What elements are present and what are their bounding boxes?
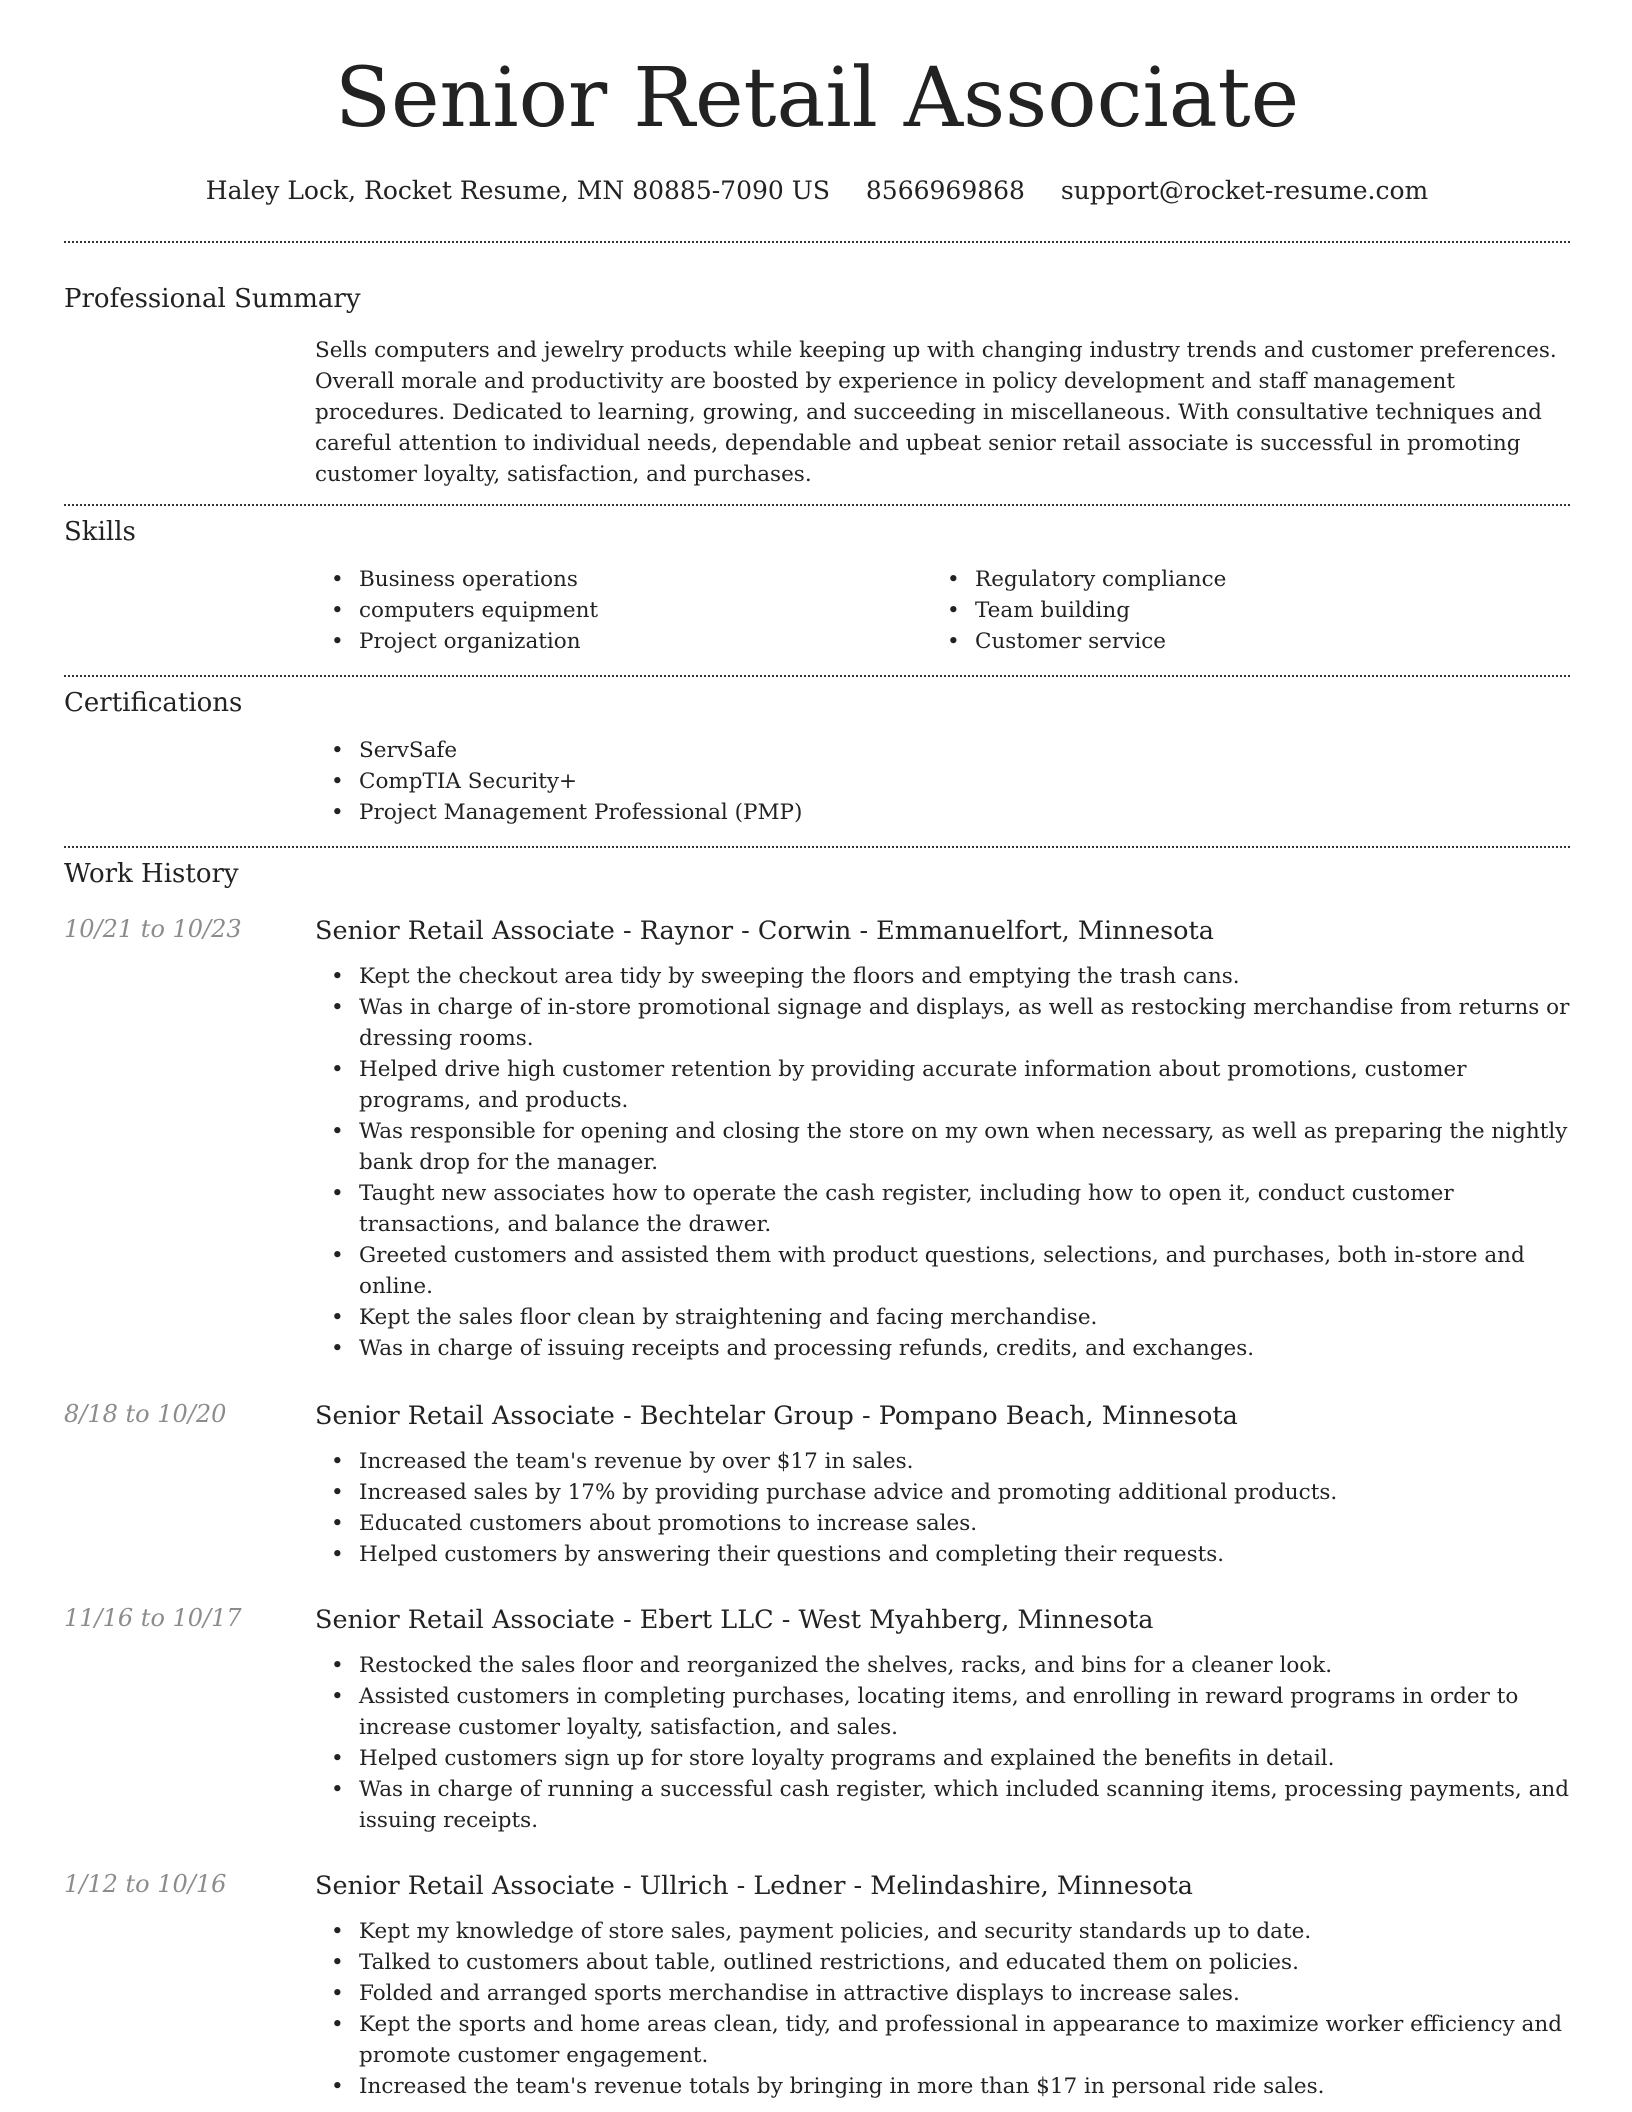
job-entry: [64, 1870, 1570, 2102]
job-title: Senior Retail Associate - Bechtelar Group - Pompano Beach, Minnesota: [315, 1401, 1238, 1431]
job-date: 8/18 to 10/20: [64, 1400, 227, 1428]
job-entry: [64, 915, 1570, 1364]
job-entry: [64, 1604, 1570, 1836]
job-bullet: • Kept my knowledge of store sales, payment policies, and security standards up to date.: [315, 1916, 1570, 1947]
job-bullet: • Taught new associates how to operate the cash register, including how to open it, conduct customer transactions, and balance the drawer.: [315, 1178, 1570, 1240]
divider: [64, 675, 1570, 677]
certifications-section: [64, 688, 1570, 828]
contact-line: [64, 176, 1570, 205]
job-bullets: [315, 1446, 1570, 1570]
resume-title: Senior Retail Associate: [334, 51, 1300, 146]
skill-item: • Project organization: [315, 626, 931, 657]
job-bullet: • Helped customers sign up for store loyalty programs and explained the benefits in detail.: [315, 1743, 1570, 1774]
job-bullet: • Restocked the sales floor and reorganized the shelves, racks, and bins for a cleaner look.: [315, 1650, 1570, 1681]
job-bullet: • Helped customers by answering their questions and completing their requests.: [315, 1539, 1570, 1570]
job-bullet: • Educated customers about promotions to increase sales.: [315, 1508, 1570, 1539]
job-bullet: • Was in charge of in-store promotional signage and displays, as well as restocking merchandise from returns or dressing rooms.: [315, 992, 1570, 1054]
skills-list: [315, 564, 1570, 657]
summary-text: Sells computers and jewelry products while keeping up with changing industry trends and customer preferences. Overall morale and productivity are boosted by experience in policy development and staff management procedures. Dedicated to learning, growing, and succeeding in miscellaneous. With consultative techniques and careful attention to individual needs, dependable and upbeat senior retail associate is successful in promoting customer loyalty, satisfaction, and purchases.: [315, 338, 1557, 487]
skill-item: • Regulatory compliance: [931, 564, 1547, 595]
certifications-heading: Certifications: [64, 688, 243, 718]
job-bullet: • Was responsible for opening and closing the store on my own when necessary, as well as preparing the nightly bank drop for the manager.: [315, 1116, 1570, 1178]
job-date: 10/21 to 10/23: [64, 915, 242, 943]
job-bullet: • Kept the checkout area tidy by sweeping the floors and emptying the trash cans.: [315, 961, 1570, 992]
skills-column-right: [931, 564, 1547, 657]
certification-item: • Project Management Professional (PMP): [315, 797, 1570, 828]
work-heading: Work History: [64, 859, 239, 889]
job-title: Senior Retail Associate - Ullrich - Ledner - Melindashire, Minnesota: [315, 1871, 1193, 1901]
job-title: Senior Retail Associate - Raynor - Corwin - Emmanuelfort, Minnesota: [315, 916, 1214, 946]
job-bullets: [315, 1916, 1570, 2102]
skills-section: [64, 517, 1570, 657]
work-section: [64, 859, 1570, 2102]
certification-item: • CompTIA Security+: [315, 766, 1570, 797]
job-bullet: • Folded and arranged sports merchandise in attractive displays to increase sales.: [315, 1978, 1570, 2009]
contact-phone: 8566969868: [865, 176, 1025, 205]
skill-item: • Team building: [931, 595, 1547, 626]
certification-item: • ServSafe: [315, 735, 1570, 766]
divider: [64, 241, 1570, 243]
job-bullet: • Greeted customers and assisted them with product questions, selections, and purchases, both in-store and online.: [315, 1240, 1570, 1302]
job-date: 11/16 to 10/17: [64, 1604, 242, 1632]
skills-heading: Skills: [64, 517, 136, 547]
job-bullet: • Assisted customers in completing purchases, locating items, and enrolling in reward programs in order to increase customer loyalty, satisfaction, and sales.: [315, 1681, 1570, 1743]
job-entry: [64, 1400, 1570, 1570]
job-bullet: • Increased sales by 17% by providing purchase advice and promoting additional products.: [315, 1477, 1570, 1508]
job-bullet: • Kept the sports and home areas clean, tidy, and professional in appearance to maximize worker efficiency and promote customer engagement.: [315, 2009, 1570, 2071]
job-bullet: • Kept the sales floor clean by straightening and facing merchandise.: [315, 1302, 1570, 1333]
job-bullet: • Was in charge of issuing receipts and processing refunds, credits, and exchanges.: [315, 1333, 1570, 1364]
contact-address: Haley Lock, Rocket Resume, MN 80885-7090 US: [205, 176, 830, 205]
job-bullet: • Increased the team's revenue totals by bringing in more than $17 in personal ride sales.: [315, 2071, 1570, 2102]
certifications-list: [315, 735, 1570, 828]
divider: [64, 504, 1570, 506]
resume-page: [64, 0, 1570, 2112]
skill-item: • Business operations: [315, 564, 931, 595]
job-bullet: • Helped drive high customer retention by providing accurate information about promotions, customer programs, and products.: [315, 1054, 1570, 1116]
skill-item: • computers equipment: [315, 595, 931, 626]
job-date: 1/12 to 10/16: [64, 1870, 227, 1898]
summary-section: [64, 284, 1570, 490]
skill-item: • Customer service: [931, 626, 1547, 657]
job-bullets: [315, 961, 1570, 1364]
skills-column-left: [315, 564, 931, 657]
job-bullets: [315, 1650, 1570, 1836]
job-bullet: • Was in charge of running a successful cash register, which included scanning items, processing payments, and issuing receipts.: [315, 1774, 1570, 1836]
job-title: Senior Retail Associate - Ebert LLC - West Myahberg, Minnesota: [315, 1605, 1154, 1635]
job-bullet: • Talked to customers about table, outlined restrictions, and educated them on policies.: [315, 1947, 1570, 1978]
divider: [64, 846, 1570, 848]
job-bullet: • Increased the team's revenue by over $17 in sales.: [315, 1446, 1570, 1477]
summary-heading: Professional Summary: [64, 284, 361, 314]
contact-email: support@rocket-resume.com: [1060, 176, 1429, 205]
